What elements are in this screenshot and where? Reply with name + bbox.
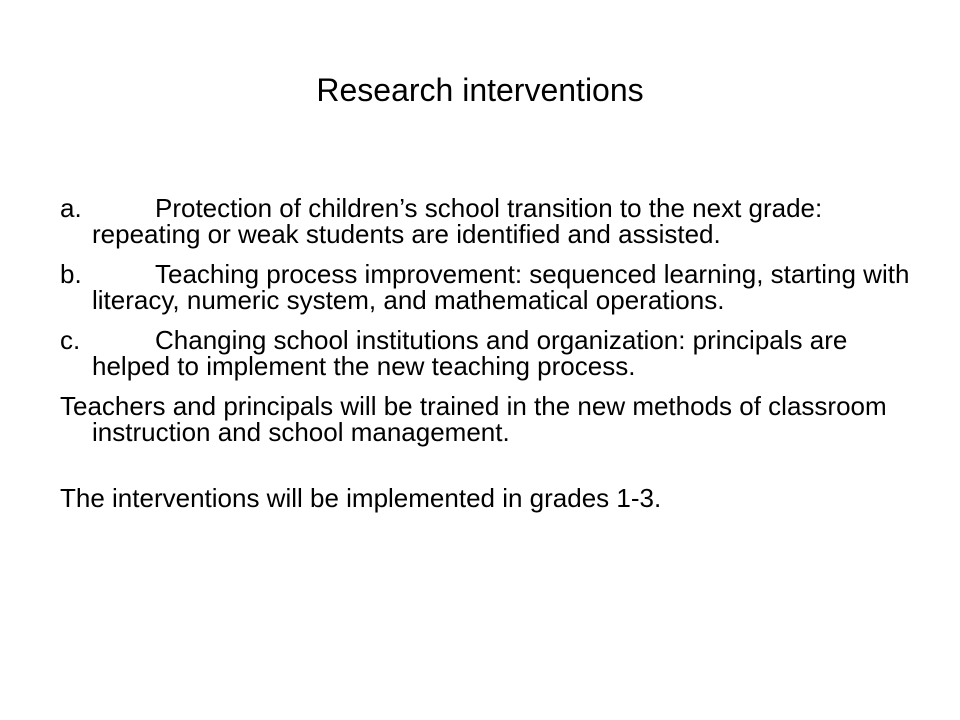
list-item-text: Changing school institutions and organization: principals are helped to implement the new teaching process. [92,325,848,381]
list-item-text: Protection of children’s school transition to the next grade: repeating or weak students are identified and assisted. [92,193,823,249]
slide-title: Research interventions [316,72,644,108]
list-item-c [60,327,910,379]
list-item-b [60,261,910,313]
spacer [60,459,910,485]
training-paragraph: Teachers and principals will be trained in the new methods of classroom instruction and school management. [60,391,887,447]
list-item-a [60,195,910,247]
slide-body [60,195,910,525]
list-marker: a. [60,193,82,223]
list-item-text: Teaching process improvement: sequenced learning, starting with literacy, numeric system, and mathematical operations. [92,259,910,315]
grades-paragraph: The interventions will be implemented in grades 1-3. [60,483,662,513]
list-marker: c. [60,325,81,355]
list-marker: b. [60,259,82,289]
